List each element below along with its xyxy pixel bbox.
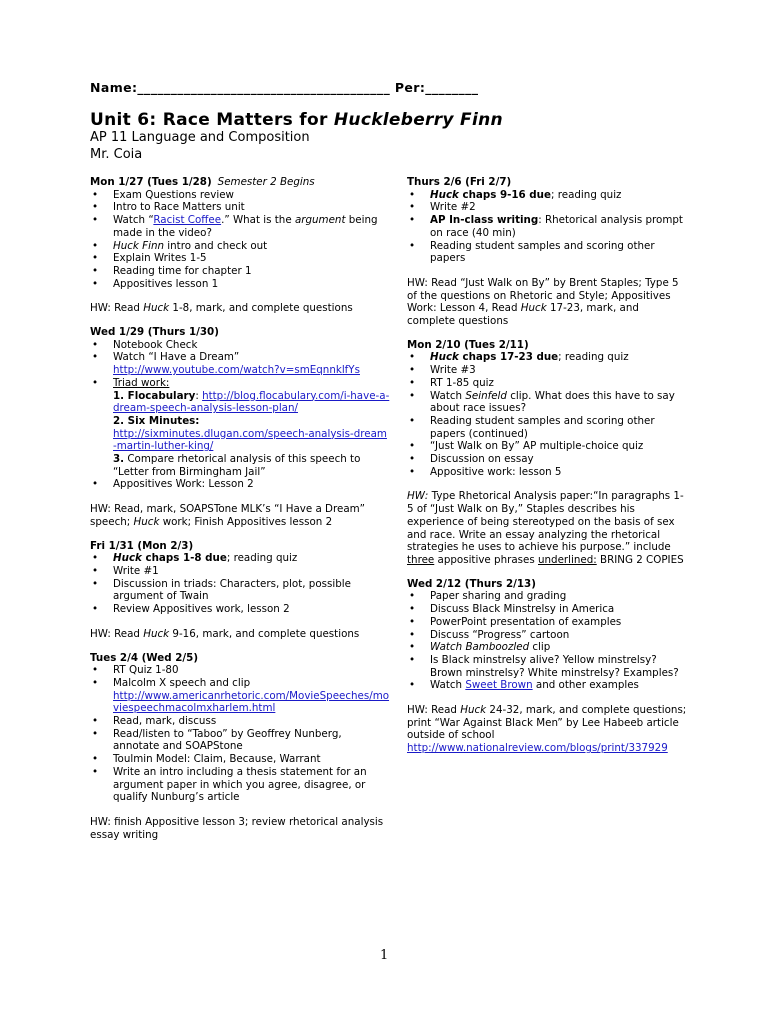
list-item: • Malcolm X speech and clip http://www.americanrhetoric.com/MovieSpeeches/moviespeechmacolmxharlem.html	[90, 677, 390, 715]
agenda-list	[407, 590, 689, 692]
list-item: • Notebook Check	[90, 339, 390, 352]
flocabulary-link[interactable]: http://blog.flocabulary.com/i-have-a-dream-speech-analysis-lesson-plan/	[113, 389, 390, 415]
list-item: • Watch Sweet Brown and other examples	[407, 679, 689, 692]
list-item: • Discuss “Progress” cartoon	[407, 629, 689, 642]
day-heading: Thurs 2/6 (Fri 2/7)	[407, 176, 512, 188]
list-item: • Toulmin Model: Claim, Because, Warrant	[90, 753, 390, 766]
list-item: • Is Black minstrelsy alive? Yellow minstrelsy? Brown minstrelsy? White minstrelsy? Examples?	[407, 654, 689, 679]
agenda-list	[90, 339, 390, 491]
list-item: • Discussion in triads: Characters, plot, possible argument of Twain	[90, 578, 390, 603]
americanrhetoric-link[interactable]: http://www.americanrhetoric.com/MovieSpeeches/moviespeechmacolmxharlem.html	[113, 689, 390, 715]
list-item: • Paper sharing and grading	[407, 590, 689, 603]
sweet-brown-link[interactable]: Sweet Brown	[465, 679, 533, 692]
agenda-list	[407, 351, 689, 478]
list-item: • Appositives lesson 1	[90, 278, 390, 291]
day-heading: Mon 2/10 (Tues 2/11)	[407, 338, 529, 351]
day-heading: Fri 1/31 (Mon 2/3)	[90, 539, 194, 552]
sixminutes-link[interactable]: http://sixminutes.dlugan.com/speech-analysis-dream-martin-luther-king/	[113, 427, 387, 453]
agenda-list	[90, 189, 390, 291]
list-item: • Exam Questions review	[90, 189, 390, 202]
racist-coffee-link[interactable]: Racist Coffee	[153, 214, 222, 227]
right-column	[407, 176, 689, 755]
list-item: • AP In-class writing: Rhetorical analysis prompt on race (40 min)	[407, 214, 689, 239]
agenda-list	[90, 552, 390, 616]
list-item: • Huck chaps 1-8 due; reading quiz	[90, 552, 390, 565]
list-item: • Intro to Race Matters unit	[90, 201, 390, 214]
homework-text: HW: Read Huck 9-16, mark, and complete questions	[90, 627, 360, 640]
homework-text: HW: Read Huck 24-32, mark, and complete questions; print “War Against Black Men” by Lee Habeeb article outside of school http://www.nationalreview.com/blogs/print/337929	[407, 704, 689, 755]
list-item: • Watch Bamboozled clip	[407, 641, 689, 654]
homework-text: HW: Read, mark, SOAPSTone MLK’s “I Have a Dream” speech; Huck work; Finish Appositives lesson 2	[90, 503, 365, 528]
nationalreview-link[interactable]: http://www.nationalreview.com/blogs/print/337929	[407, 742, 668, 755]
teacher-name: Mr. Coia	[90, 147, 143, 162]
list-item: • Huck chaps 17-23 due; reading quiz	[407, 351, 689, 364]
list-item: • Watch “Racist Coffee.” What is the argument being made in the video?	[90, 214, 390, 239]
list-item: • PowerPoint presentation of examples	[407, 616, 689, 629]
course-name: AP 11 Language and Composition	[90, 130, 310, 145]
day-heading: Tues 2/4 (Wed 2/5)	[90, 651, 199, 664]
day-heading: Mon 1/27 (Tues 1/28) Semester 2 Begins	[90, 176, 315, 188]
unit-title	[90, 110, 503, 130]
list-item: • Read/listen to “Taboo” by Geoffrey Nunberg, annotate and SOAPStone	[90, 728, 390, 753]
name-period-line: Name:______________________________________ Per:________	[90, 80, 479, 95]
list-item: • Discuss Black Minstrelsy in America	[407, 603, 689, 616]
homework-text: HW: finish Appositive lesson 3; review rhetorical analysis essay writing	[90, 815, 384, 841]
list-item: • Write #3	[407, 364, 689, 377]
homework-text: HW: Read “Just Walk on By” by Brent Staples; Type 5 of the questions on Rhetoric and Style; Appositives Work: Lesson 4, Read Huck 17-23, mark, and complete questions	[407, 276, 679, 328]
list-item: • Write #1	[90, 565, 390, 578]
day-heading: Wed 2/12 (Thurs 2/13)	[407, 577, 536, 590]
list-item: • RT Quiz 1-80	[90, 664, 390, 677]
list-item: • Reading student samples and scoring other papers (continued)	[407, 415, 689, 440]
list-item: • Watch Seinfeld clip. What does this have to say about race issues?	[407, 390, 689, 415]
agenda-list	[90, 664, 390, 804]
list-item: • Explain Writes 1-5	[90, 252, 390, 265]
homework-text: HW: Read Huck 1-8, mark, and complete questions	[90, 302, 353, 315]
title-book: Huckleberry Finn	[333, 110, 503, 130]
homework-text: HW: Type Rhetorical Analysis paper:“In paragraphs 1-5 of “Just Walk on By,” Staples describes his experience of being stereotyped on the basis of sex and race. Write an essay analyzing the rhetorical strategies he uses to achieve his purpose.” include three appositive phrases underlined: BRING 2 COPIES	[407, 490, 684, 566]
list-item: • RT 1-85 quiz	[407, 377, 689, 390]
agenda-list	[407, 189, 689, 265]
list-item: • “Just Walk on By” AP multiple-choice quiz	[407, 440, 689, 453]
page-number: 1	[380, 948, 389, 963]
list-item: • Write #2	[407, 201, 689, 214]
list-item: • Watch “I Have a Dream” http://www.youtube.com/watch?v=smEqnnklfYs	[90, 351, 390, 376]
list-item: • Reading time for chapter 1	[90, 265, 390, 278]
title-prefix: Unit 6: Race Matters for	[90, 110, 334, 130]
list-item: • Triad work: 1. Flocabulary: http://blog.flocabulary.com/i-have-a-dream-speech-analysis-lesson-plan/ 2. Six Minutes: http://sixminutes.dlugan.com/speech-analysis-dream-martin-luther-king/ 3. Compare rhetorical analysis of this speech to “Letter from Birmingham Jail”	[90, 377, 390, 479]
list-item: • Write an intro including a thesis statement for an argument paper in which you agree, disagree, or qualify Nunburg’s article	[90, 766, 390, 804]
list-item: • Huck chaps 9-16 due; reading quiz	[407, 189, 689, 202]
list-item: • Discussion on essay	[407, 453, 689, 466]
day-heading: Wed 1/29 (Thurs 1/30)	[90, 326, 219, 339]
youtube-link[interactable]: http://www.youtube.com/watch?v=smEqnnklfYs	[113, 364, 360, 377]
list-item: • Appositive work: lesson 5	[407, 466, 689, 479]
list-item: • Reading student samples and scoring other papers	[407, 240, 689, 265]
list-item: • Huck Finn intro and check out	[90, 240, 390, 253]
list-item: • Appositives Work: Lesson 2	[90, 478, 390, 491]
left-column	[90, 176, 390, 841]
list-item: • Review Appositives work, lesson 2	[90, 603, 390, 616]
list-item: • Read, mark, discuss	[90, 715, 390, 728]
